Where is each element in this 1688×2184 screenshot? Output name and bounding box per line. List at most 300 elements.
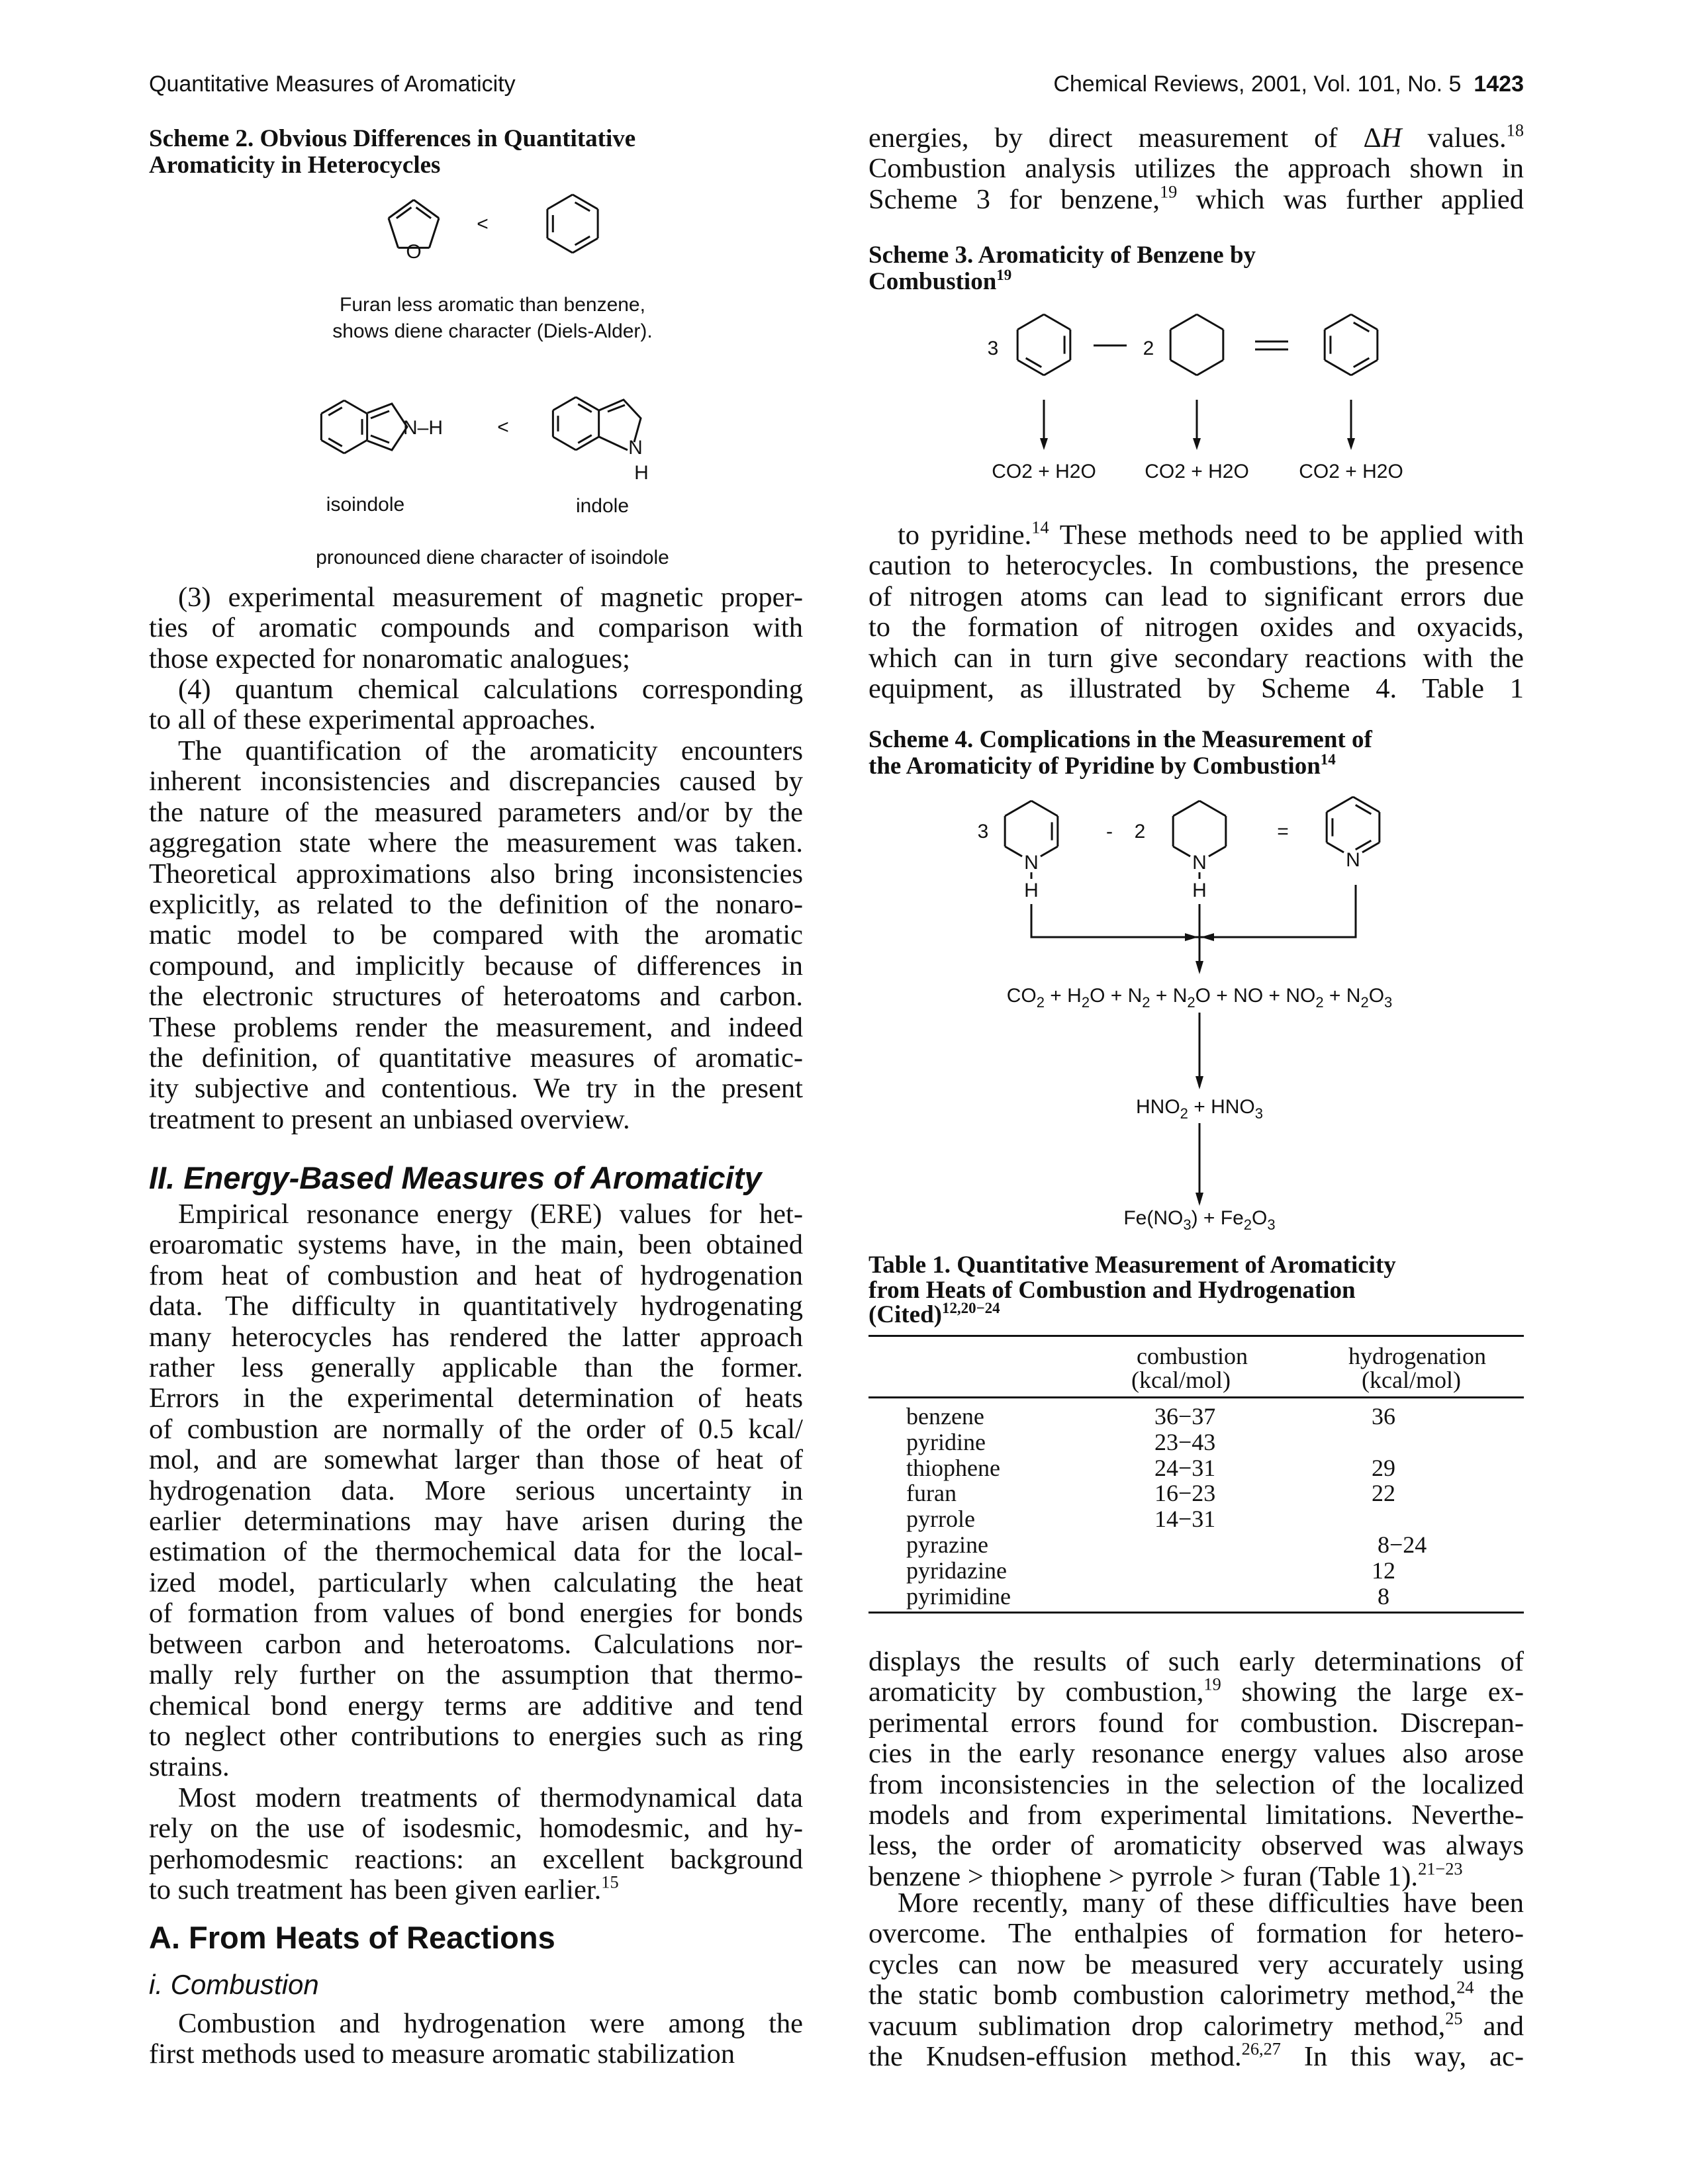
text-line: [149, 951, 803, 981]
atom-label-h: H: [1192, 880, 1207, 901]
text-segment: (Cited): [868, 1301, 942, 1328]
double-bond: [1026, 358, 1042, 367]
text-segment: the nature of the measured parameters and/or by the: [149, 796, 803, 828]
text-line: [149, 1353, 803, 1383]
text-segment: Combustion analysis utilizes the approach shown in: [868, 153, 1524, 185]
bond: [1327, 842, 1344, 852]
text-line: [149, 1568, 803, 1598]
text-segment: These methods need to be applied with: [1049, 520, 1524, 551]
pyridine-structure: [1327, 797, 1380, 852]
text-line: [149, 1629, 803, 1660]
cyclohexene-structure: [1170, 314, 1223, 375]
text-segment: the: [1474, 1979, 1524, 2011]
atom-label-o: O: [406, 241, 422, 263]
cell-hydrogenation: 12: [1372, 1557, 1395, 1584]
text-segment: ties of aromatic compounds and comparison with: [149, 612, 803, 644]
text-segment: Errors in the experimental determination of heats: [149, 1383, 803, 1414]
text-segment: aromaticity by combustion,: [868, 1676, 1204, 1708]
text-line: [868, 520, 1524, 551]
double-bond: [371, 411, 389, 418]
text-segment: matic model to be compared with the aromatic: [149, 919, 803, 951]
text-segment: compound, and implicitly because of differences in: [149, 950, 803, 981]
flow-line-left: [1031, 904, 1199, 937]
cell-combustion: 24−31: [1154, 1454, 1216, 1481]
atom-label-n: N: [1346, 849, 1360, 871]
double-bond: [1356, 805, 1372, 814]
col-header-hydrogenation: hydrogenation: [1348, 1343, 1486, 1369]
reference-superscript: 14: [1320, 751, 1336, 768]
text-line: [149, 2039, 803, 2070]
table-top-rule: [868, 1335, 1524, 1337]
bond: [1325, 314, 1351, 330]
text-line: [868, 154, 1524, 184]
text-line: [868, 1770, 1524, 1800]
text-line: [149, 1506, 803, 1537]
paragraph: [149, 582, 803, 674]
cell-compound: pyrazine: [906, 1531, 988, 1558]
benzene-structure: [547, 195, 598, 253]
cell-hydrogenation: 22: [1372, 1480, 1395, 1507]
text-line: [149, 2009, 803, 2039]
text-segment: Scheme 3 for benzene,: [868, 183, 1160, 215]
text-segment: the electronic structures of heteroatoms and carbon.: [149, 981, 803, 1013]
text-line: [149, 859, 803, 889]
scheme2-note: Furan less aromatic than benzene,: [340, 294, 645, 316]
text-line: [149, 1813, 803, 1844]
bond: [389, 218, 399, 248]
text-line: [149, 981, 803, 1012]
product-formula: CO2 + H2O: [1145, 461, 1249, 482]
scheme2-note: shows diene character (Diels-Alder).: [332, 320, 653, 342]
bond: [1351, 360, 1378, 375]
text-segment: equipment, as illustrated by Scheme 4. Table 1: [868, 673, 1524, 705]
text-segment: Most modern treatments of thermodynamical data: [178, 1782, 803, 1813]
text-segment: Combustion: [868, 268, 997, 295]
text-segment: models and from experimental limitations. Neverthe-: [868, 1799, 1524, 1831]
equals-sign: =: [1277, 821, 1289, 842]
reference-superscript: 19: [1159, 182, 1178, 202]
text-segment: estimation of the thermochemical data for the local-: [149, 1536, 803, 1568]
text-segment: less, the order of aromaticity observed was always: [868, 1830, 1524, 1862]
caption-line: [868, 266, 1524, 295]
text-line: [149, 644, 803, 674]
text-line: [149, 1383, 803, 1414]
table1: [868, 1335, 1524, 1614]
paragraph: [868, 1647, 1524, 1892]
table-row: [868, 1557, 1524, 1582]
scheme2-caption: [149, 126, 803, 179]
cell-combustion: 16−23: [1154, 1480, 1216, 1507]
table-row: [868, 1479, 1524, 1505]
product-formula: CO2 + H2O: [1299, 461, 1403, 482]
text-segment: hydrogenation data. More serious uncertainty in: [149, 1475, 803, 1506]
text-segment: from inconsistencies in the selection of the localized: [868, 1768, 1524, 1800]
text-line: [149, 766, 803, 797]
reference-superscript: 24: [1456, 1978, 1474, 1997]
text-segment: These problems render the measurement, and indeed: [149, 1011, 803, 1043]
running-header-title: Quantitative Measures of Aromaticity: [149, 71, 516, 97]
table-row: [868, 1402, 1524, 1428]
text-segment: values.: [1401, 122, 1507, 154]
text-line: [149, 1230, 803, 1260]
bond: [321, 440, 344, 453]
flow-line-right: [1199, 885, 1356, 937]
text-segment: the Aromaticity of Pyridine by Combustion: [868, 752, 1321, 780]
caption-line: [868, 1299, 1524, 1328]
reference-superscript: 19: [1203, 1675, 1221, 1695]
minus-sign: -: [1106, 821, 1113, 842]
text-segment: from heat of combustion and heat of hydrogenation: [149, 1259, 803, 1291]
text-segment: showing the large ex-: [1221, 1676, 1524, 1708]
text-line: [868, 582, 1524, 612]
reference-superscript: 21−23: [1418, 1859, 1463, 1879]
text-line: [149, 1105, 803, 1135]
caption-line: [868, 753, 1524, 780]
cell-hydrogenation: 8: [1372, 1582, 1389, 1610]
text-segment: to pyridine.: [898, 520, 1032, 551]
text-line: [868, 1677, 1524, 1707]
text-line: [149, 797, 803, 828]
text-line: [868, 182, 1524, 215]
text-segment: (3) experimental measurement of magnetic proper-: [178, 582, 803, 613]
text-segment: from Heats of Combustion and Hydrogenation: [868, 1276, 1356, 1304]
journal-citation: Chemical Reviews, 2001, Vol. 101, No. 5: [1053, 71, 1462, 97]
text-segment: treatment to present an unbiased overview.: [149, 1103, 630, 1135]
text-line: [149, 1537, 803, 1567]
reference-superscript: 26,27: [1241, 2039, 1281, 2059]
paragraph: [149, 1783, 803, 1906]
bond: [576, 437, 599, 450]
table1-caption: [868, 1253, 1524, 1328]
text-line: [149, 1291, 803, 1322]
text-line: [868, 1739, 1524, 1769]
bond: [1197, 314, 1223, 330]
double-bond: [575, 203, 590, 211]
table-header-row-units: [868, 1366, 1524, 1393]
bond: [1362, 842, 1380, 852]
cell-compound: pyrrole: [906, 1506, 975, 1533]
text-line: [149, 1445, 803, 1475]
text-segment: More recently, many of these difficulties have been: [898, 1888, 1524, 1919]
italic-segment: H: [1381, 122, 1402, 154]
paragraph: [149, 674, 803, 736]
text-segment: inherent inconsistencies and discrepancies caused by: [149, 766, 803, 797]
text-line: [149, 705, 803, 735]
text-line: [149, 736, 803, 766]
text-segment: rather less generally applicable than the former.: [149, 1352, 803, 1384]
bond: [576, 397, 599, 410]
text-segment: strains.: [149, 1751, 230, 1783]
reference-superscript: 12,20−24: [941, 1299, 1000, 1316]
isoindole-benzene-ring: [321, 400, 367, 453]
text-segment: Empirical resonance energy (ERE) values for het-: [178, 1199, 803, 1230]
indole-bond: [599, 437, 628, 450]
coefficient: 3: [987, 338, 999, 359]
text-segment: energies, by direct measurement of Δ: [868, 122, 1382, 154]
bond: [1041, 846, 1058, 856]
text-line: [868, 551, 1524, 581]
text-segment: ity subjective and contentious. We try in the present: [149, 1073, 803, 1105]
text-line: [149, 1872, 803, 1906]
bond: [573, 195, 598, 209]
paragraph: [149, 2009, 803, 2070]
text-line: [868, 1980, 1524, 2011]
cell-compound: pyridazine: [906, 1557, 1007, 1584]
text-line: [149, 1752, 803, 1782]
text-segment: Theoretical approximations also bring inconsistencies: [149, 858, 803, 889]
cell-hydrogenation: 8−24: [1372, 1531, 1427, 1558]
text-line: [868, 1708, 1524, 1739]
paragraph: [149, 736, 803, 1135]
bond: [1031, 801, 1058, 816]
text-line: [149, 1322, 803, 1353]
bond: [1044, 314, 1070, 330]
text-line: [868, 1647, 1524, 1677]
paragraph: [868, 520, 1524, 704]
table-bottom-rule: [868, 1612, 1524, 1614]
bond: [1197, 360, 1223, 375]
text-segment: caution to heterocycles. In combustions, the presence: [868, 550, 1524, 582]
bond: [1173, 801, 1199, 816]
paragraph: [868, 1888, 1524, 2072]
double-bond: [1356, 841, 1372, 850]
col-unit-combustion: (kcal/mol): [1131, 1367, 1231, 1393]
paragraph: [868, 120, 1524, 215]
reference-superscript: 19: [996, 266, 1012, 283]
coefficient: 2: [1143, 338, 1154, 359]
double-bond: [608, 405, 625, 412]
cell-combustion: 14−31: [1154, 1506, 1216, 1533]
bond: [1005, 801, 1031, 816]
page-number: 1423: [1474, 71, 1524, 97]
text-segment: of formation from values of bond energies for bonds: [149, 1598, 803, 1629]
cell-combustion: 36−37: [1154, 1403, 1216, 1430]
furan-structure: [389, 200, 439, 248]
bond: [1170, 314, 1197, 330]
bond: [553, 437, 576, 450]
text-line: [149, 613, 803, 643]
text-segment: which can in turn give secondary reactions with the: [868, 642, 1524, 674]
reaction-intermediates: $HNO_2 + HNO_3$: [1135, 1096, 1264, 1122]
text-line: [149, 1261, 803, 1291]
atom-label-n: N: [1024, 852, 1039, 874]
double-bond: [416, 207, 432, 218]
section-heading: II. Energy-Based Measures of Aromaticity: [149, 1160, 762, 1195]
bond: [547, 195, 573, 209]
text-line: [868, 1831, 1524, 1861]
bond: [430, 218, 440, 248]
text-line: [868, 1888, 1524, 1919]
text-segment: many heterocycles has rendered the latter approach: [149, 1321, 803, 1353]
scheme4-caption: [868, 727, 1524, 780]
text-segment: eroaromatic systems have, in the main, been obtained: [149, 1229, 803, 1261]
atom-label-h: H: [1024, 880, 1039, 901]
reference-superscript: 18: [1506, 120, 1524, 140]
text-segment: vacuum sublimation drop calorimetry method,: [868, 2010, 1446, 2042]
cell-compound: furan: [906, 1480, 957, 1507]
cell-combustion: 23−43: [1154, 1428, 1216, 1455]
col-unit-hydrogenation: (kcal/mol): [1362, 1367, 1461, 1393]
text-segment: mol, and are somewhat larger than those of heat of: [149, 1444, 803, 1476]
product-formula: CO2 + H2O: [992, 461, 1096, 482]
cell-hydrogenation: 36: [1372, 1403, 1395, 1430]
text-segment: Combustion and hydrogenation were among the: [178, 2008, 803, 2039]
n-h-bonds: [1031, 872, 1199, 879]
cell-compound: pyrimidine: [906, 1582, 1011, 1610]
table-row: [868, 1582, 1524, 1608]
text-segment: Scheme 4. Complications in the Measurement of: [868, 726, 1372, 753]
bond: [389, 200, 414, 218]
reference-superscript: 25: [1445, 2009, 1463, 2028]
text-line: [149, 1043, 803, 1073]
text-line: [149, 920, 803, 950]
text-segment: aggregation state where the measurement was taken.: [149, 827, 803, 859]
text-segment: chemical bond energy terms are additive and tend: [149, 1690, 803, 1721]
text-segment: Scheme 3. Aromaticity of Benzene by: [868, 242, 1256, 269]
text-segment: data. The difficulty in quantitatively hydrogenating: [149, 1291, 803, 1322]
text-segment: overcome. The enthalpies of formation for hetero-: [868, 1918, 1524, 1950]
caption-line: [868, 727, 1524, 753]
bond: [1017, 314, 1044, 330]
caption-line: [868, 1253, 1524, 1278]
bond: [573, 238, 598, 253]
bond: [1005, 846, 1022, 856]
text-segment: earlier determinations may have arisen during the: [149, 1506, 803, 1537]
text-line: [868, 1919, 1524, 1949]
coefficient: 2: [1134, 821, 1146, 842]
text-segment: explicitly, as related to the definition of the nonaro-: [149, 889, 803, 921]
cell-compound: thiophene: [906, 1454, 1000, 1481]
text-line: [149, 1199, 803, 1230]
less-than-sign: <: [497, 416, 509, 438]
scheme3-caption: [868, 242, 1524, 295]
bond: [1017, 360, 1044, 375]
text-segment: the definition, of quantitative measures of aromatic-: [149, 1042, 803, 1074]
text-line: [868, 643, 1524, 674]
bond: [553, 397, 576, 410]
caption-line: [868, 242, 1524, 269]
atom-label-n: N: [628, 437, 643, 459]
atom-label-n: N: [1192, 852, 1207, 874]
bond: [1327, 797, 1353, 812]
text-line: [149, 1598, 803, 1629]
text-segment: The quantification of the aromaticity encounters: [178, 735, 803, 766]
text-segment: Table 1. Quantitative Measurement of Aromaticity: [868, 1251, 1396, 1279]
text-line: [149, 674, 803, 705]
table-body: [868, 1398, 1524, 1608]
bond: [414, 200, 439, 218]
text-line: [868, 1800, 1524, 1831]
caption-line: Scheme 2. Obvious Differences in Quantitative: [149, 125, 636, 152]
reference-superscript: 14: [1031, 518, 1049, 537]
double-bond: [575, 236, 590, 245]
text-segment: benzene > thiophene > pyrrole > furan (Table 1).: [868, 1860, 1419, 1892]
text-segment: the static bomb combustion calorimetry method,: [868, 1979, 1457, 2011]
double-bond: [578, 435, 592, 443]
piperidine-structure: [1173, 801, 1226, 856]
less-than-sign: <: [477, 213, 489, 235]
cyclohexadiene-structure: [1017, 314, 1070, 375]
text-line: [149, 1691, 803, 1721]
table-row: [868, 1428, 1524, 1454]
text-segment: of nitrogen atoms can lead to significant errors due: [868, 580, 1524, 612]
isoindole-five-ring: [367, 404, 407, 450]
text-segment: the Knudsen-effusion method.: [868, 2041, 1242, 2073]
text-segment: perhomodesmic reactions: an excellent background: [149, 1843, 803, 1875]
double-bond: [371, 435, 389, 443]
cell-hydrogenation: 29: [1372, 1454, 1395, 1481]
text-segment: cies in the early resonance energy values also arose: [868, 1738, 1524, 1770]
text-line: [149, 1844, 803, 1875]
bond: [1170, 360, 1197, 375]
table-header-row: [868, 1342, 1524, 1369]
bond: [547, 238, 573, 253]
subsubsection-heading: i. Combustion: [149, 1969, 319, 2000]
compound-label: isoindole: [326, 494, 405, 516]
benzene-structure: [1325, 314, 1378, 375]
text-segment: of combustion are normally of the order of 0.5 kcal/: [149, 1413, 803, 1445]
cell-compound: pyridine: [906, 1428, 986, 1455]
coefficient: 3: [977, 821, 989, 842]
text-segment: first methods used to measure aromatic stabilization: [149, 2038, 735, 2070]
table-row: [868, 1454, 1524, 1480]
text-line: [149, 889, 803, 920]
text-line: [149, 1721, 803, 1752]
text-segment: displays the results of such early determinations of: [868, 1646, 1524, 1677]
text-segment: In this way, ac-: [1280, 2041, 1524, 2073]
bond: [1199, 801, 1226, 816]
reaction-products: $CO_2 + H_2O + N_2 + N_2O$ + NO + $NO_2 + N_2O_3$: [1006, 985, 1393, 1011]
subsection-heading: A. From Heats of Reactions: [149, 1920, 555, 1955]
text-segment: to the formation of nitrogen oxides and oxyacids,: [868, 612, 1524, 643]
table-row: [868, 1505, 1524, 1531]
text-line: [149, 582, 803, 613]
bond: [321, 400, 344, 414]
text-line: [149, 1660, 803, 1690]
paragraph: [149, 1199, 803, 1783]
text-line: [149, 1476, 803, 1506]
table-row: [868, 1531, 1524, 1557]
bond: [344, 400, 367, 414]
text-segment: mally rely further on the assumption that thermo-: [149, 1659, 803, 1691]
col-header-combustion: combustion: [1137, 1343, 1248, 1369]
compound-label: indole: [575, 495, 630, 517]
text-line: [149, 1414, 803, 1445]
text-line: [868, 120, 1524, 154]
running-header-journal: [1053, 71, 1524, 97]
text-segment: to such treatment has been given earlier.: [149, 1874, 602, 1906]
bond: [1353, 797, 1380, 812]
double-bond: [397, 207, 412, 218]
text-segment: to neglect other contributions to energies such as ring: [149, 1720, 803, 1752]
text-line: [868, 1950, 1524, 1980]
atom-label-nh: N–H: [403, 417, 444, 439]
text-segment: to all of these experimental approaches.: [149, 704, 596, 736]
bond: [1209, 846, 1226, 856]
reference-superscript: 15: [601, 1872, 619, 1892]
tetrahydropyridine-structure: [1005, 801, 1058, 856]
double-bond: [578, 404, 592, 412]
bond: [1325, 360, 1351, 375]
caption-line: [868, 1278, 1524, 1303]
text-line: [149, 1073, 803, 1104]
text-line: [149, 828, 803, 858]
bond: [1351, 314, 1378, 330]
bond: [1044, 360, 1070, 375]
caption-line: Aromaticity in Heterocycles: [149, 152, 441, 179]
bond: [344, 440, 367, 453]
double-bond: [328, 408, 342, 416]
